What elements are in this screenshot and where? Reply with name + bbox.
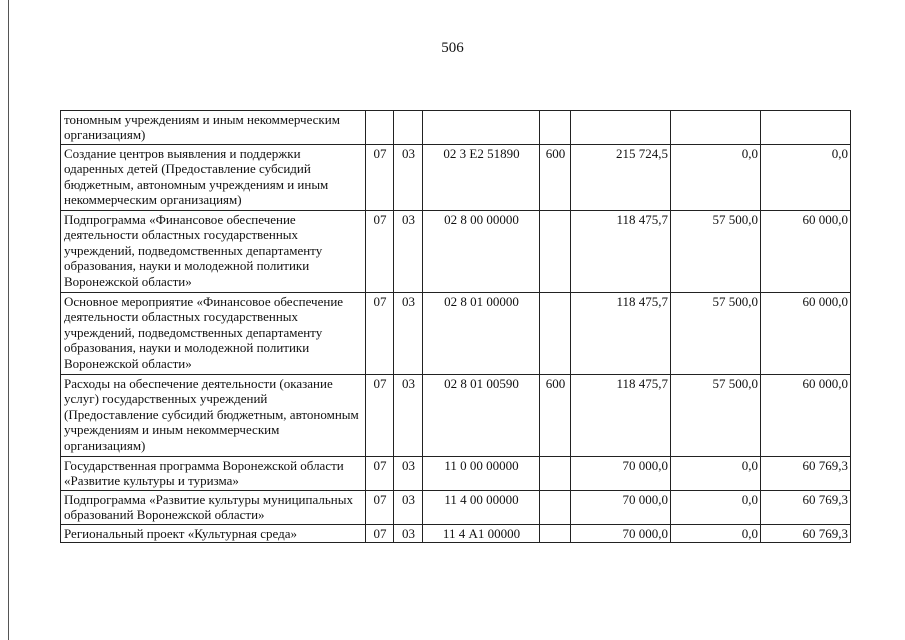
subsection-code — [394, 111, 423, 145]
row-name: Государственная программа Воронежской области «Развитие культуры и туризма» — [61, 457, 366, 491]
amount-year-3: 0,0 — [761, 145, 851, 211]
table-row — [61, 145, 851, 211]
table-row — [61, 293, 851, 375]
table-row — [61, 457, 851, 491]
amount-year-2: 0,0 — [671, 457, 761, 491]
subsection-code: 03 — [394, 211, 423, 293]
table-row — [61, 211, 851, 293]
target-article-code: 11 4 00 00000 — [423, 491, 540, 525]
amount-year-2: 57 500,0 — [671, 293, 761, 375]
amount-year-3: 60 000,0 — [761, 293, 851, 375]
amount-year-1: 215 724,5 — [571, 145, 671, 211]
row-name: Подпрограмма «Финансовое обеспечение деятельности областных государственных учреждений, подведомственных департаменту образования, науки и молодежной политики Воронежской области» — [61, 211, 366, 293]
amount-year-1 — [571, 111, 671, 145]
section-code: 07 — [366, 457, 394, 491]
amount-year-2: 0,0 — [671, 491, 761, 525]
row-name: Расходы на обеспечение деятельности (оказание услуг) государственных учреждений (Предоставление субсидий бюджетным, автономным учреждениям и иным некоммерческим организациям) — [61, 375, 366, 457]
amount-year-1: 118 475,7 — [571, 375, 671, 457]
expense-type-code — [540, 525, 571, 543]
page-edge-rule — [8, 0, 9, 640]
table-row — [61, 491, 851, 525]
amount-year-3: 60 000,0 — [761, 211, 851, 293]
amount-year-1: 118 475,7 — [571, 211, 671, 293]
amount-year-2 — [671, 111, 761, 145]
row-name: Подпрограмма «Развитие культуры муниципальных образований Воронежской области» — [61, 491, 366, 525]
target-article-code: 11 4 А1 00000 — [423, 525, 540, 543]
amount-year-1: 70 000,0 — [571, 457, 671, 491]
amount-year-3 — [761, 111, 851, 145]
amount-year-1: 118 475,7 — [571, 293, 671, 375]
amount-year-3: 60 769,3 — [761, 525, 851, 543]
subsection-code: 03 — [394, 375, 423, 457]
expense-type-code — [540, 457, 571, 491]
amount-year-2: 0,0 — [671, 145, 761, 211]
target-article-code: 02 3 Е2 51890 — [423, 145, 540, 211]
amount-year-3: 60 769,3 — [761, 457, 851, 491]
section-code: 07 — [366, 375, 394, 457]
amount-year-2: 0,0 — [671, 525, 761, 543]
row-name: Основное мероприятие «Финансовое обеспечение деятельности областных государственных учреждений, подведомственных департаменту образования, науки и молодежной политики Воронежской области» — [61, 293, 366, 375]
section-code: 07 — [366, 145, 394, 211]
row-name: Региональный проект «Культурная среда» — [61, 525, 366, 543]
expense-type-code — [540, 211, 571, 293]
expense-type-code: 600 — [540, 145, 571, 211]
amount-year-1: 70 000,0 — [571, 491, 671, 525]
table-row — [61, 375, 851, 457]
page-number: 506 — [441, 40, 464, 56]
amount-year-3: 60 769,3 — [761, 491, 851, 525]
amount-year-2: 57 500,0 — [671, 211, 761, 293]
expense-type-code — [540, 491, 571, 525]
section-code: 07 — [366, 293, 394, 375]
target-article-code: 02 8 01 00590 — [423, 375, 540, 457]
row-name: тономным учреждениям и иным некоммерческим организациям) — [61, 111, 366, 145]
row-name: Создание центров выявления и поддержки одаренных детей (Предоставление субсидий бюджетным, автономным учреждениям и иным некоммерческим организациям) — [61, 145, 366, 211]
section-code: 07 — [366, 211, 394, 293]
target-article-code: 02 8 00 00000 — [423, 211, 540, 293]
expense-type-code — [540, 111, 571, 145]
budget-table — [60, 110, 851, 543]
section-code: 07 — [366, 491, 394, 525]
expense-type-code — [540, 293, 571, 375]
target-article-code — [423, 111, 540, 145]
target-article-code: 02 8 01 00000 — [423, 293, 540, 375]
amount-year-1: 70 000,0 — [571, 525, 671, 543]
subsection-code: 03 — [394, 293, 423, 375]
table-row — [61, 111, 851, 145]
section-code: 07 — [366, 525, 394, 543]
subsection-code: 03 — [394, 457, 423, 491]
subsection-code: 03 — [394, 525, 423, 543]
subsection-code: 03 — [394, 491, 423, 525]
section-code — [366, 111, 394, 145]
target-article-code: 11 0 00 00000 — [423, 457, 540, 491]
expense-type-code: 600 — [540, 375, 571, 457]
amount-year-2: 57 500,0 — [671, 375, 761, 457]
amount-year-3: 60 000,0 — [761, 375, 851, 457]
subsection-code: 03 — [394, 145, 423, 211]
table-row — [61, 525, 851, 543]
